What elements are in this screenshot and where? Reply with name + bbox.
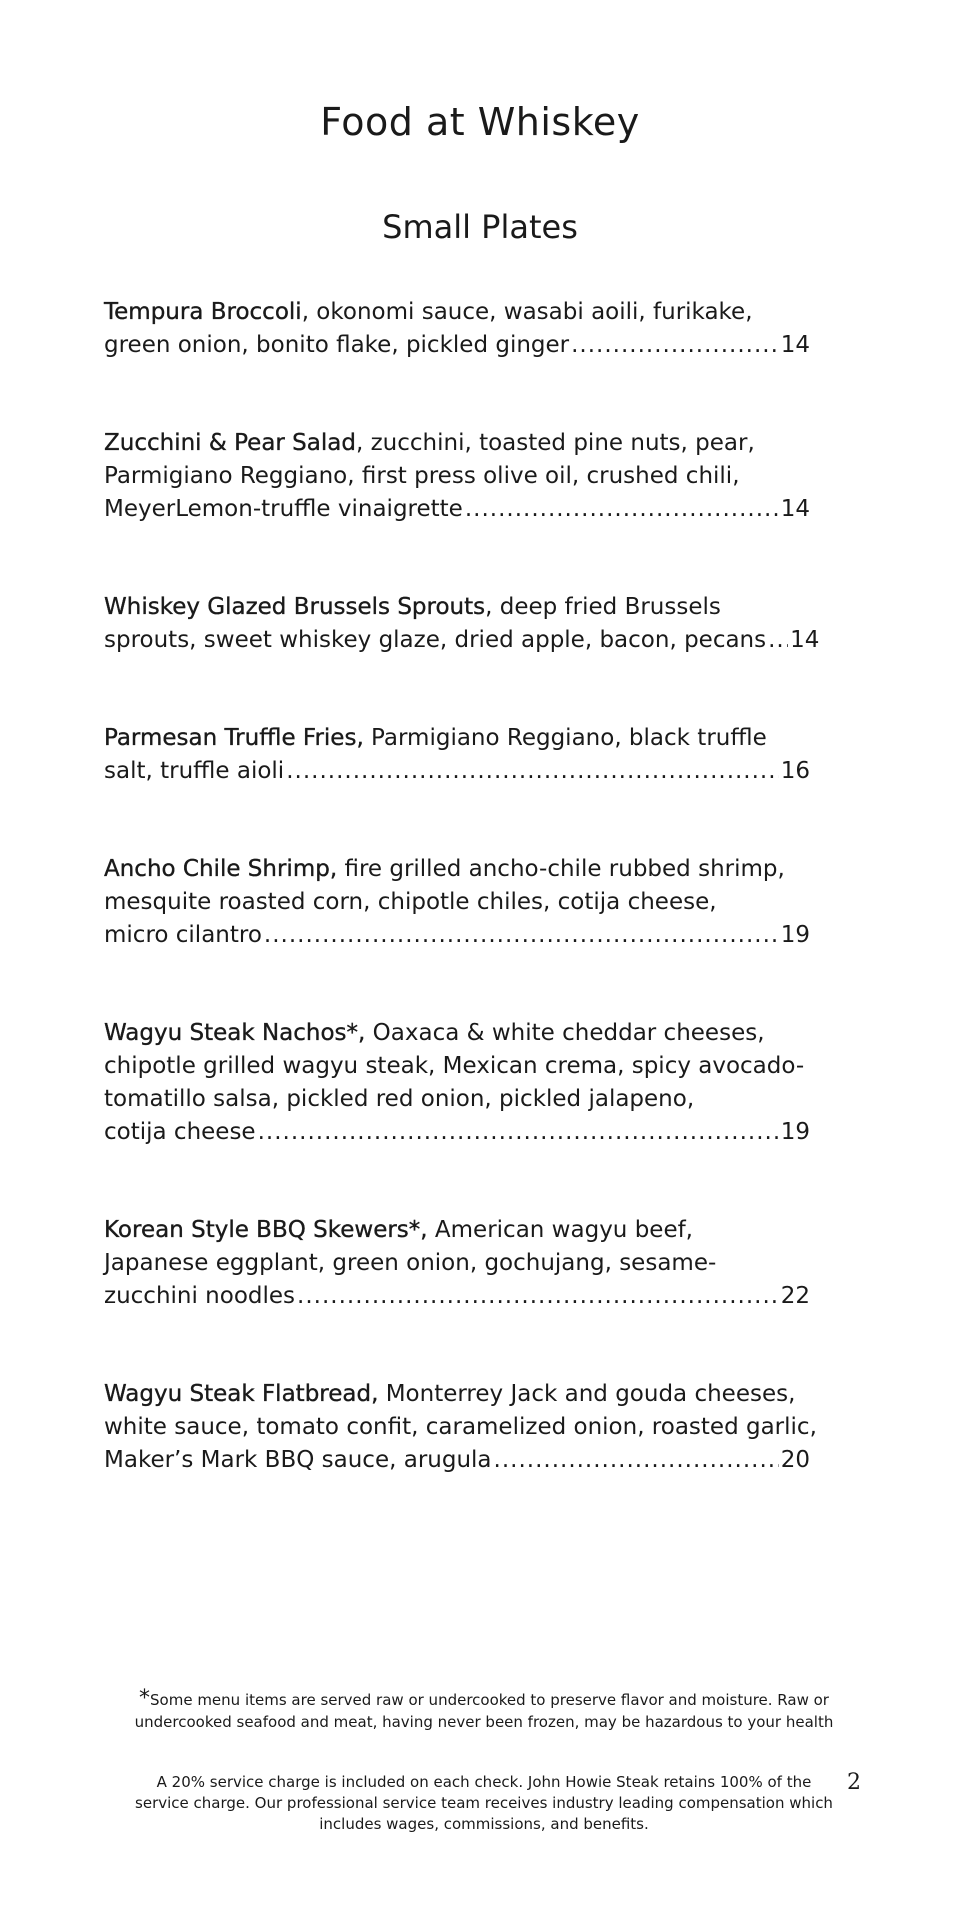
menu-item-zucchini-pear-salad: [104, 427, 810, 526]
service-charge-note: [120, 1772, 848, 1835]
item-name: Ancho Chile Shrimp,: [104, 856, 338, 882]
item-name: Parmesan Truffle Fries,: [104, 725, 364, 751]
menu-title: Food at Whiskey: [320, 100, 640, 144]
item-name: Korean Style BBQ Skewers*,: [104, 1217, 428, 1243]
menu-item-ancho-chile-shrimp: [104, 853, 810, 952]
item-price: 22: [780, 1283, 810, 1309]
item-description: cotija cheese: [104, 1119, 256, 1145]
dot-leader: [297, 1280, 779, 1313]
item-description: Parmigiano Reggiano, black truffle: [363, 725, 767, 751]
dot-leader: [768, 624, 788, 657]
item-description: Oaxaca & white cheddar cheeses,: [365, 1020, 765, 1046]
dot-leader: [286, 755, 779, 788]
menu-item-korean-bbq-skewers: [104, 1214, 810, 1313]
item-description: chipotle grilled wagyu steak, Mexican crema, spicy avocado-: [104, 1053, 805, 1079]
item-price: 14: [790, 627, 820, 653]
item-description: Parmigiano Reggiano, first press olive oil, crushed chili,: [104, 463, 740, 489]
dot-leader: [494, 1444, 779, 1477]
item-description: Maker’s Mark BBQ sauce, arugula: [104, 1447, 492, 1473]
disclaimer-line: Some menu items are served raw or undercooked to preserve flavor and moisture. Raw or: [150, 1691, 829, 1709]
item-description: zucchini noodles: [104, 1283, 296, 1309]
item-description: tomatillo salsa, pickled red onion, pickled jalapeno,: [104, 1086, 695, 1112]
item-description: micro cilantro: [104, 922, 262, 948]
item-price: 14: [780, 332, 810, 358]
item-description: MeyerLemon-truffle vinaigrette: [104, 496, 463, 522]
section-heading: Small Plates: [382, 208, 578, 246]
item-description: , zucchini, toasted pine nuts, pear,: [355, 430, 755, 456]
item-description: , okonomi sauce, wasabi aoili, furikake,: [301, 299, 753, 325]
item-description: white sauce, tomato confit, caramelized onion, roasted garlic,: [104, 1414, 817, 1440]
item-name: Zucchini & Pear Salad: [104, 430, 356, 456]
menu-item-brussels-sprouts: [104, 591, 820, 657]
item-description: Japanese eggplant, green onion, gochujang, sesame-: [104, 1250, 717, 1276]
item-price: 20: [780, 1447, 810, 1473]
menu-item-truffle-fries: [104, 722, 810, 788]
dot-leader: [571, 329, 779, 362]
asterisk: *: [139, 1686, 151, 1711]
item-price: 14: [780, 496, 810, 522]
dot-leader: [465, 493, 779, 526]
page-number: 2: [847, 1770, 861, 1795]
item-name: Tempura Broccoli: [104, 299, 302, 325]
raw-food-disclaimer: [120, 1688, 848, 1733]
item-name: Wagyu Steak Flatbread,: [104, 1381, 379, 1407]
menu-item-tempura-broccoli: [104, 296, 810, 362]
disclaimer-line: undercooked seafood and meat, having never been frozen, may be hazardous to your health: [134, 1713, 834, 1731]
item-description: green onion, bonito flake, pickled ginger: [104, 332, 570, 358]
service-line: service charge. Our professional service team receives industry leading compensation which: [135, 1794, 833, 1812]
item-name: Wagyu Steak Nachos*,: [104, 1020, 366, 1046]
item-price: 16: [780, 758, 810, 784]
item-description: mesquite roasted corn, chipotle chiles, cotija cheese,: [104, 889, 717, 915]
service-line: A 20% service charge is included on each check. John Howie Steak retains 100% of the: [156, 1773, 812, 1791]
item-description: Monterrey Jack and gouda cheeses,: [378, 1381, 796, 1407]
item-description: sprouts, sweet whiskey glaze, dried apple, bacon, pecans: [104, 627, 767, 653]
dot-leader: [258, 1116, 779, 1149]
menu-item-wagyu-steak-flatbread: [104, 1378, 817, 1477]
item-price: 19: [780, 1119, 810, 1145]
service-line: includes wages, commissions, and benefits.: [319, 1815, 649, 1833]
item-description: American wagyu beef,: [427, 1217, 693, 1243]
item-price: 19: [780, 922, 810, 948]
menu-item-wagyu-steak-nachos: [104, 1017, 810, 1149]
item-name: Whiskey Glazed Brussels Sprouts: [104, 594, 486, 620]
item-description: fire grilled ancho-chile rubbed shrimp,: [337, 856, 785, 882]
dot-leader: [264, 919, 779, 952]
item-description: salt, truffle aioli: [104, 758, 285, 784]
item-description: , deep fried Brussels: [485, 594, 721, 620]
